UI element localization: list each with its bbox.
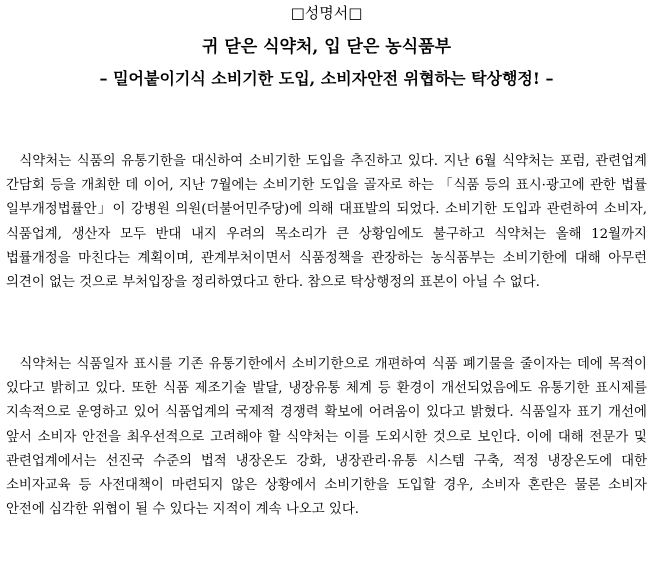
statement-subtitle: – 밀어붙이기식 소비기한 도입, 소비자안전 위협하는 탁상행정! – xyxy=(99,69,554,88)
document-type-label: □성명서□ xyxy=(290,4,363,22)
body-paragraph-2: 식약처는 식품일자 표시를 기존 유통기한에서 소비기한으로 개편하여 식품 폐기물을 줄이자는 데에 목적이 있다고 밝히고 있다. 또한 식품 제조기술 발달, 냉장유통 체계 등 환경이 개선되었음에도 유통기한 표시제를 지속적으로 운영하고 있어 식품업계의 국제적 경쟁력 확보에 어려움이 있다고 밝혔다. 식품일자 표기 개선에 앞서 소비자 안전을 최우선적으로 고려해야 할 식약처는 이를 도외시한 것으로 보인다. 이에 대해 전문가 및 관련업계에서는 선진국 수준의 법적 냉장온도 강화, 냉장관리·유통 시스템 구축, 적정 냉장온도에 대한 소비자교육 등 사전대책이 마련되지 않은 상황에서 소비기한을 도입할 경우, 소비자 혼란은 물론 소비자 안전에 심각한 위협이 될 수 있다는 지적이 계속 나오고 있다. xyxy=(6,357,647,518)
body-paragraph-1: 식약처는 식품의 유통기한을 대신하여 소비기한 도입을 추진하고 있다. 지난 6월 식약처는 포럼, 관련업계 간담회 등을 개최한 데 이어, 지난 7월에는 소비기한 도입을 골자로 하는 「식품 등의 표시·광고에 관한 법률 일부개정법률안」이 강병원 의원(더불어민주당)에 의해 대표발의 되었다. 소비기한 도입과 관련하여 소비자, 식품업계, 생산자 모두 반대 내지 우려의 목소리가 큰 상황임에도 불구하고 식약처는 올해 12월까지 법률개정을 마친다는 계획이며, 관계부처이면서 식품정책을 관장하는 농식품부는 소비기한에 대해 아무런 의견이 없는 것으로 부처입장을 정리하였다고 한다. 참으로 탁상행정의 표본이 아닐 수 없다. xyxy=(6,154,647,291)
statement-title: 귀 닫은 식약처, 입 닫은 농식품부 xyxy=(202,37,451,57)
